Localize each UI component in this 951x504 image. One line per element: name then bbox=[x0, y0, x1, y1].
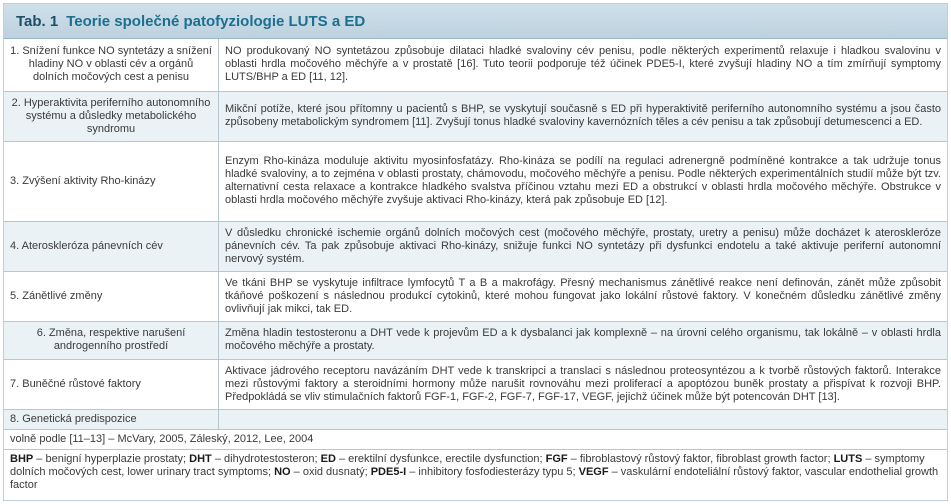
row-category: 5. Zánětlivé změny bbox=[4, 271, 219, 321]
abbr-definition: – dihydrotestosteron; bbox=[211, 452, 321, 465]
table-row bbox=[4, 141, 947, 221]
abbr-term: LUTS bbox=[833, 452, 863, 465]
abbr-term: BHP bbox=[10, 452, 34, 465]
table-row bbox=[4, 409, 947, 429]
abbreviations bbox=[4, 450, 947, 495]
abbr-definition: – benigní hyperplazie prostaty; bbox=[33, 452, 190, 465]
table-row bbox=[4, 359, 947, 409]
row-category: 4. Ateroskleróza pánevních cév bbox=[4, 221, 219, 271]
theory-table bbox=[4, 39, 947, 430]
row-category: 7. Buněčné růstové faktory bbox=[4, 359, 219, 409]
abbr-term: PDE5-I bbox=[370, 465, 407, 478]
row-description: Změna hladin testosteronu a DHT vede k projevům ED a k dysbalanci jak komplexně – na úrovni celého organismu, tak lokálně – v oblasti hrdla močového měchýře a prostaty. bbox=[219, 321, 948, 359]
abbr-definition: – symptomy dolních močových cest, lower urinary tract symptoms; bbox=[10, 452, 925, 478]
table-header bbox=[4, 4, 947, 39]
row-category: 6. Změna, respektive narušení androgenního prostředí bbox=[4, 321, 219, 359]
table-row bbox=[4, 271, 947, 321]
row-description: Enzym Rho-kináza moduluje aktivitu myosinfosfatázy. Rho-kináza se podílí na regulaci adrenergně podmíněné kontrakce a tak udržuje tonus hladké svaloviny, a to zejména v oblasti prostaty, chámovodu, močového měchýře a penisu. Podle některých experimentálních studií může být tzv. alternativní cesta relaxace a kontrakce hladkého svalstva příčinou vztahu mezi ED a obstrukcí v oblasti hrdla močového měchýře. Obstrukce v oblasti hrdla močového měchýře zvyšuje aktivaci Rho-kinázy, která pak způsobuje ED [12]. bbox=[219, 141, 948, 221]
abbr-term: FGF bbox=[545, 452, 568, 465]
row-category: 8. Genetická predispozice bbox=[4, 409, 219, 429]
row-description: Aktivace jádrového receptoru navázáním DHT vede k transkripci a translaci s následnou proteosyntézou a k tvorbě růstových faktorů. Interakce mezi růstovými faktory a steroidními hormony může narušit rovnováhu mezi proliferací a apoptózou buněk prostaty a přispívat k rozvoji BHP. Předpokládá se vliv stimulačních faktorů FGF-1, FGF-2, FGF-7, FGF-17, VEGF, jejichž účinek může být potencován DHT [13]. bbox=[219, 359, 948, 409]
table-number: Tab. 1 bbox=[16, 12, 59, 30]
table-source: volně podle [11–13] – McVary, 2005, Záleský, 2012, Lee, 2004 bbox=[4, 430, 947, 450]
table-frame bbox=[3, 3, 948, 501]
abbr-definition: – vaskulární endoteliální růstový faktor, vascular endothelial growth factor bbox=[10, 465, 939, 491]
table-row bbox=[4, 221, 947, 271]
row-category: 2. Hyperaktivita periferního autonomního systému a důsledky metabolického syndromu bbox=[4, 91, 219, 141]
abbr-term: ED bbox=[320, 452, 336, 465]
table-title: Teorie společné patofyziologie LUTS a ED bbox=[66, 12, 366, 30]
row-description: Ve tkáni BHP se vyskytuje infiltrace lymfocytů T a B a makrofágy. Přesný mechanismus zánětlivé reakce není definován, zánět může způsobit tkáňové poškození s následnou produkcí cytokinů, které mohou fungovat jako lokální růstové faktory. V konečném důsledku zánětlivé změny ovlivňují jak mikci, tak ED. bbox=[219, 271, 948, 321]
abbr-term: VEGF bbox=[578, 465, 609, 478]
abbr-definition: – inhibitory fosfodiesterázy typu 5; bbox=[406, 465, 579, 478]
abbr-term: DHT bbox=[189, 452, 212, 465]
row-description bbox=[219, 409, 948, 429]
abbr-definition: – oxid dusnatý; bbox=[290, 465, 371, 478]
table-row bbox=[4, 39, 947, 91]
row-description: NO produkovaný NO syntetázou způsobuje dilataci hladké svaloviny cév penisu, podle některých experimentů relaxuje i hladkou svalovinu v oblasti hrdla močového měchýře a v prostatě [16]. Tuto teorii podporuje též účinek PDE5-I, které zvyšují hladiny NO a tím zmírňují symptomy LUTS/BHP a ED [11, 12]. bbox=[219, 39, 948, 91]
table-row bbox=[4, 91, 947, 141]
row-description: V důsledku chronické ischemie orgánů dolních močových cest (močového měchýře, prostaty, uretry a penisu) může docházet k ateroskleróze pánevních cév. Ta pak způsobuje aktivaci Rho-kinázy, snižuje funkci NO syntetázy při dysfunkci endotelu a také aktivuje periferní autonomní nervový systém. bbox=[219, 221, 948, 271]
row-category: 3. Zvýšení aktivity Rho-kinázy bbox=[4, 141, 219, 221]
abbr-term: NO bbox=[274, 465, 291, 478]
row-category: 1. Snížení funkce NO syntetázy a snížení hladiny NO v oblasti cév a orgánů dolních močových cest a penisu bbox=[4, 39, 219, 91]
table-row bbox=[4, 321, 947, 359]
abbr-definition: – fibroblastový růstový faktor, fibroblast growth factor; bbox=[567, 452, 834, 465]
abbr-definition: – erektilní dysfunkce, erectile dysfunction; bbox=[335, 452, 546, 465]
row-description: Mikční potíže, které jsou přítomny u pacientů s BHP, se vyskytují současně s ED při hyperaktivitě periferního autonomního systému a jsou často způsobeny metabolickým syndromem [11]. Zvyšují tonus hladké svaloviny kavernózních těles a cév penisu a tak způsobují detumescenci a ED. bbox=[219, 91, 948, 141]
